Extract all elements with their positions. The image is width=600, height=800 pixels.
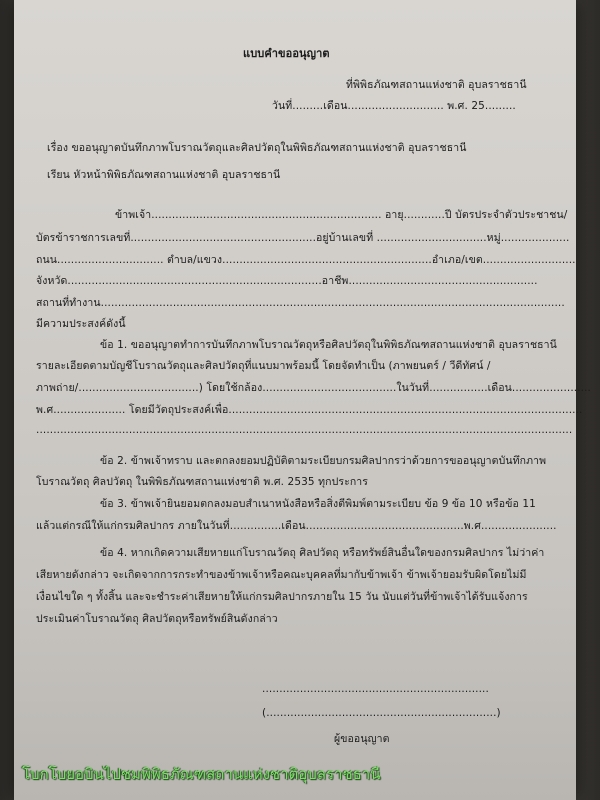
permission-form-paper [14,0,576,800]
form-subject: เรื่อง ขออนุญาตบันทึกภาพโบราณวัตถุและศิลปวัตถุในพิพิธภัณฑสถานแห่งชาติ อุบลราชธานี [47,142,467,154]
clause-4-line-3: เงื่อนไขใด ๆ ทั้งสิ้น และจะชำระค่าเสียหายให้แก่กรมศิลปากรภายใน 15 วัน นับแต่วันที่ข้าพเจ้าได้รับแจ้งการ [36,591,528,603]
signature-line: .................................................................. [262,683,489,695]
clause-4-line-2: เสียหายดังกล่าว จะเกิดจากการกระทำของข้าพเจ้าหรือคณะบุคคลที่มากับข้าพเจ้า ข้าพเจ้ายอมรับผิดโดยไม่มี [36,569,527,581]
purpose-heading: มีความประสงค์ดังนี้ [36,318,126,330]
form-place: ที่พิพิธภัณฑสถานแห่งชาติ อุบลราชธานี [346,79,527,91]
photo-caption: โบกโบยอบินไปชมพิพิธภัณฑสถานแห่งชาติอุบลราชธานี [22,765,381,783]
signature-name-line: (...................................................................) [262,707,501,719]
clause-4-line-4: ประเมินค่าโบราณวัตถุ ศิลปวัตถุหรือทรัพย์สินดังกล่าว [36,613,278,625]
clause-2-line-1: ข้อ 2. ข้าพเจ้าทราบ และตกลงยอมปฏิบัติตามระเบียบกรมศิลปากรว่าด้วยการขออนุญาตบันทึกภาพ [100,455,547,467]
form-title: แบบคำขออนุญาต [243,47,330,60]
clause-1-blank-line: ............................................................................................................................................................ [36,424,573,436]
clause-1-line-2: รายละเอียดตามบัญชีโบราณวัตถุและศิลปวัตถุที่แนบมาพร้อมนี้ โดยจัดทำเป็น (ภาพยนตร์ / วีดีทัศน์ / [36,360,491,372]
applicant-name-line: ข้าพเจ้า................................................................... อายุ............ปี บัตรประจำตัวประชาชน/ [115,209,568,221]
workplace-line: สถานที่ทำงาน....................................................................................................................................... [36,297,565,309]
form-date-line: วันที่.........เดือน............................ พ.ศ. 25......... [272,100,516,112]
clause-1-line-3: ภาพถ่าย/...................................) โดยใช้กล้อง.......................................ในวันที่.................เดือน....................... [36,382,591,394]
clause-4-line-1: ข้อ 4. หากเกิดความเสียหายแก่โบราณวัตถุ ศิลปวัตถุ หรือทรัพย์สินอื่นใดของกรมศิลปากร ไม่ว่าค่า [100,547,545,559]
province-occupation-line: จังหวัด..........................................................................อาชีพ....................................................... [36,275,538,287]
clause-3-line-2: แล้วแต่กรณีให้แก่กรมศิลปากร ภายในวันที่...............เดือน..............................................พ.ศ...................... [36,520,557,532]
form-recipient: เรียน หัวหน้าพิพิธภัณฑสถานแห่งชาติ อุบลราชธานี [47,169,281,181]
address-road-line: ถนน............................... ตำบล/แขวง.............................................................อำเภอ/เขต........................... [36,254,576,266]
clause-1-line-1: ข้อ 1. ขออนุญาตทำการบันทึกภาพโบราณวัตถุหรือศิลปวัตถุในพิพิธภัณฑสถานแห่งชาติ อุบลราชธานี [100,339,557,351]
signer-label: ผู้ขออนุญาต [334,733,390,745]
clause-2-line-2: โบราณวัตถุ ศิลปวัตถุ ในพิพิธภัณฑสถานแห่งชาติ พ.ศ. 2535 ทุกประการ [36,476,369,488]
id-card-line: บัตรข้าราชการเลขที่......................................................อยู่บ้านเลขที่ ................................หมู่.................... [36,232,570,244]
clause-3-line-1: ข้อ 3. ข้าพเจ้ายินยอมตกลงมอบสำเนาหนังสือหรือสิ่งตีพิมพ์ตามระเบียบ ข้อ 9 ข้อ 10 หรือข้อ 11 [100,498,536,510]
clause-1-line-4: พ.ศ..................... โดยมีวัตถุประสงค์เพื่อ....................................................................................................... [36,404,583,416]
